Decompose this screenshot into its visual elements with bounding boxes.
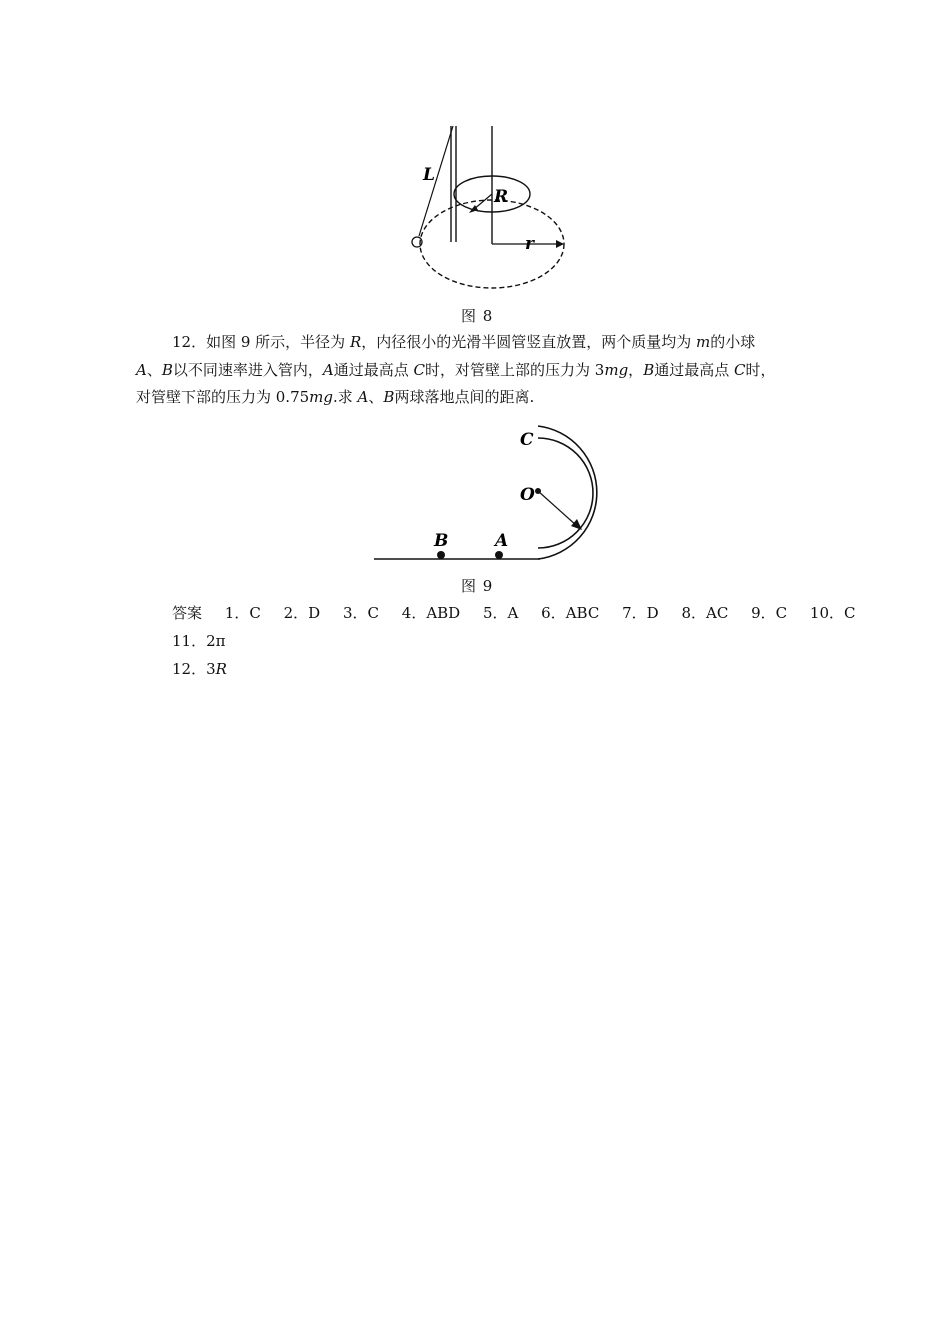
answer-item: 3．C (342, 604, 379, 622)
answer-item: 7．D (622, 604, 659, 622)
label-C: C (520, 430, 534, 450)
ball-A (495, 551, 503, 559)
figure-9-diagram (370, 418, 630, 568)
label-r: r (525, 234, 534, 254)
radius-r-arrowhead (556, 240, 564, 248)
label-R: R (494, 187, 509, 207)
label-L: L (423, 165, 435, 185)
problem-12-line-2: A、B以不同速率进入管内，A通过最高点 C时，对管壁上部的压力为 3mg，B通过最高点 C时， (136, 360, 776, 379)
figure-8-diagram (405, 118, 605, 298)
label-O: O (520, 485, 535, 505)
figure-8-caption: 图 8 (461, 307, 494, 325)
answer-item: 2．D (283, 604, 321, 622)
answer-item: 4．ABD (401, 604, 461, 622)
problem-12-text (136, 329, 836, 412)
figure-9-caption: 图 9 (461, 577, 494, 595)
problem-12-line-3: 对管壁下部的压力为 0.75mg.求 A、B两球落地点间的距离. (136, 388, 535, 406)
radius-arrowhead (571, 519, 582, 530)
ball-B (437, 551, 445, 559)
answer-12: 12．3R (172, 660, 227, 678)
label-B: B (434, 531, 449, 551)
problem-12-line-1: 12．如图 9 所示，半径为 R，内径很小的光滑半圆管竖直放置，两个质量均为 m的小球 (172, 333, 756, 351)
answer-item: 9．C (751, 604, 788, 622)
answers-line (172, 602, 856, 623)
answer-item: 8．AC (681, 604, 729, 622)
answer-item: 1．C (224, 604, 261, 622)
radius-arrow (538, 491, 577, 526)
answer-item: 10．C (809, 604, 856, 622)
label-A: A (495, 531, 509, 551)
answer-item: 5．A (483, 604, 519, 622)
answers-heading: 答案 (172, 604, 203, 622)
answer-item: 6．ABC (541, 604, 600, 622)
answer-11: 11．2π (172, 632, 226, 650)
